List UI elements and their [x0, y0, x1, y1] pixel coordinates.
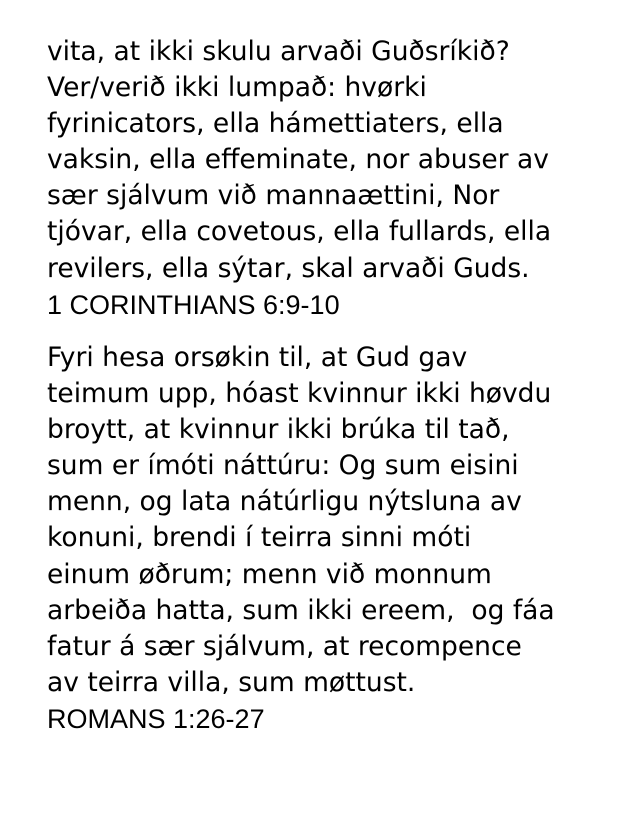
text-line: menn, og lata nátúrligu nýtsluna av: [47, 486, 522, 518]
text-line: konuni, brendi í teirra sinni móti: [47, 522, 472, 554]
scripture-reference: ROMANS 1:26-27: [47, 703, 265, 734]
text-line: arbeiða hatta, sum ikki ereem, og fáa: [47, 594, 555, 626]
text-line: fyrinicators, ella hámettiaters, ella: [47, 108, 504, 140]
text-line: broytt, at kvinnur ikki brúka til tað,: [47, 414, 510, 446]
text-line: tjóvar, ella covetous, ella fullards, ella: [47, 216, 552, 248]
passage-romans: [47, 340, 627, 737]
text-line: av teirra villa, sum møttust.: [47, 666, 416, 698]
text-line: fatur á sær sjálvum, at recompence: [47, 630, 522, 662]
scripture-reference: 1 CORINTHIANS 6:9-10: [47, 289, 340, 320]
text-line: vita, at ikki skulu arvaði Guðsríkið?: [47, 36, 510, 67]
text-line: teimum upp, hóast kvinnur ikki høvdu: [47, 378, 552, 410]
text-line: vaksin, ella effeminate, nor abuser av: [47, 144, 549, 176]
passage-corinthians: [47, 34, 627, 323]
text-line: sær sjálvum við mannaættini, Nor: [47, 180, 500, 212]
text-line: einum øðrum; menn við monnum: [47, 558, 492, 590]
text-line: sum er ímóti náttúru: Og sum eisini: [47, 450, 519, 482]
text-line: Ver/verið ikki lumpað: hvørki: [47, 72, 427, 104]
text-line: revilers, ella sýtar, skal arvaði Guds.: [47, 252, 530, 284]
text-line: Fyri hesa orsøkin til, at Gud gav: [47, 342, 468, 373]
